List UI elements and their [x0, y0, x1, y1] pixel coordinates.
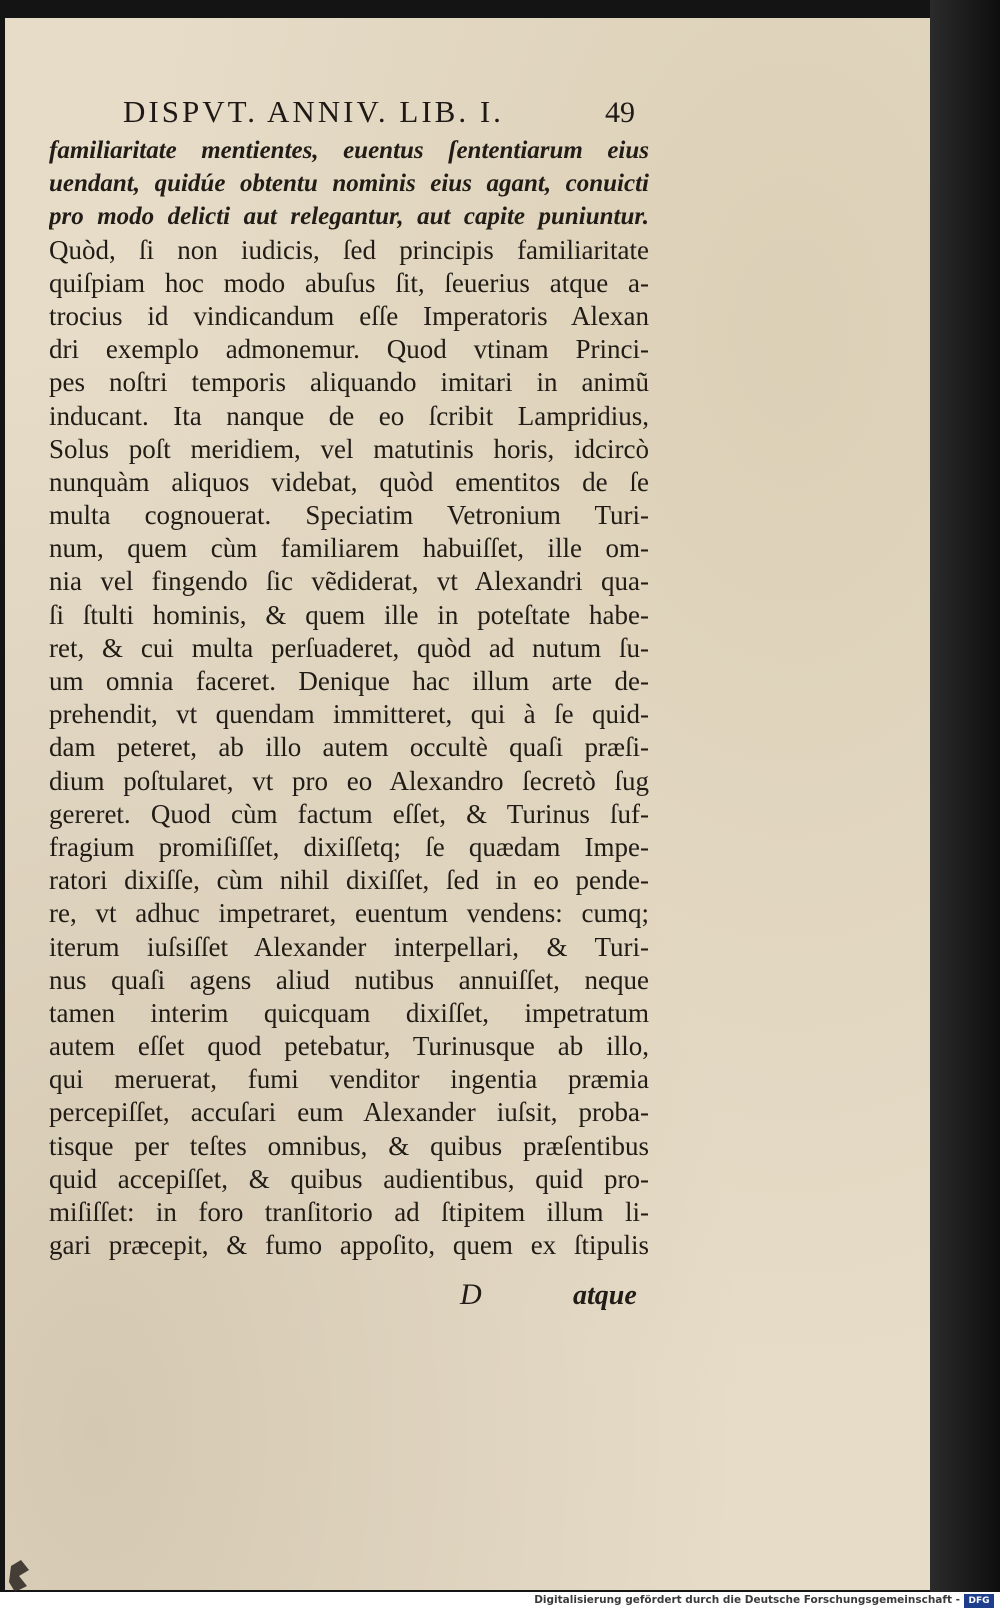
text-line: tamen interim quicquam dixiſſet, impetratum: [49, 997, 649, 1028]
text-line: gari præcepit, & fumo appoſito, quem ex ſtipulis: [49, 1230, 649, 1261]
text-line: dam peteret, ab illo autem occultè quaſi præſi-: [49, 732, 649, 763]
funding-credit: Digitalisierung gefördert durch die Deutsche Forschungsgemeinschaft -: [534, 1594, 960, 1606]
text-line: pro modo delicti aut relegantur, aut capite puniuntur.: [49, 203, 649, 231]
dfg-logo-icon: DFG: [964, 1594, 994, 1608]
text-line: nia vel fingendo ſic vẽdiderat, vt Alexandri qua-: [49, 566, 649, 597]
text-line: tisque per teſtes omnibus, & quibus præſentibus: [49, 1130, 649, 1161]
text-line: pes noſtri temporis aliquando imitari in animũ: [49, 367, 649, 398]
text-line: miſiſſet: in foro tranſitorio ad ſtipitem illum li-: [49, 1197, 649, 1227]
running-title: DISPVT. ANNIV. LIB. I.: [123, 94, 504, 129]
book-spine: [930, 0, 1000, 1592]
text-block: [49, 134, 649, 1262]
text-line: autem eſſet quod petebatur, Turinusque ab illo,: [49, 1031, 649, 1062]
text-line: prehendit, vt quendam immitteret, qui à ſe quid-: [49, 699, 649, 730]
text-line: ret, & cui multa perſuaderet, quòd ad nutum ſu-: [49, 632, 649, 663]
text-line: trocius id vindicandum eſſe Imperatoris Alexan: [49, 300, 649, 331]
signature-mark: D: [460, 1278, 482, 1311]
text-line: uendant, quidúe obtentu nominis eius agant, conuicti: [49, 170, 649, 198]
text-line: dium poſtularet, vt pro eo Alexandro ſecretò ſug: [49, 765, 649, 796]
page-number: 49: [605, 96, 635, 129]
catchword: atque: [573, 1280, 637, 1311]
footer-bar: [0, 1592, 1000, 1611]
text-line: quiſpiam hoc modo abuſus ſit, ſeuerius atque a-: [49, 267, 649, 298]
text-line: nunquàm aliquos videbat, quòd ementitos de ſe: [49, 466, 649, 497]
text-line: fragium promiſiſſet, dixiſſetq; ſe quædam Impe-: [49, 831, 649, 862]
text-line: Quòd, ſi non iudicis, ſed principis familiaritate: [49, 234, 649, 265]
text-line: ratori dixiſſe, cùm nihil dixiſſet, ſed in eo pende-: [49, 865, 649, 896]
book-page: [5, 18, 933, 1590]
text-line: familiaritate mentientes, euentus ſententiarum eius: [49, 137, 649, 164]
text-line: re, vt adhuc impetraret, euentum vendens: cumq;: [49, 898, 649, 929]
text-line: nus quaſi agens aliud nutibus annuiſſet, neque: [49, 964, 649, 995]
text-line: qui meruerat, fumi venditor ingentia præmia: [49, 1064, 649, 1095]
text-line: dri exemplo admonemur. Quod vtinam Princi-: [49, 334, 649, 365]
text-line: num, quem cùm familiarem habuiſſet, ille om-: [49, 533, 649, 564]
text-line: multa cognouerat. Speciatim Vetronium Turi-: [49, 500, 649, 531]
text-line: inducant. Ita nanque de eo ſcribit Lampridius,: [49, 400, 649, 431]
text-line: Solus poſt meridiem, vel matutinis horis, idcircò: [49, 433, 649, 464]
text-line: quid accepiſſet, & quibus audientibus, quid pro-: [49, 1163, 649, 1194]
text-line: iterum iuſsiſſet Alexander interpellari, & Turi-: [49, 931, 649, 962]
ink-smudge-icon: [7, 1556, 37, 1596]
text-line: um omnia faceret. Denique hac illum arte de-: [49, 666, 649, 696]
text-line: percepiſſet, accuſari eum Alexander iuſsit, proba-: [49, 1097, 649, 1128]
text-line: gereret. Quod cùm factum eſſet, & Turinus ſuf-: [49, 798, 649, 829]
text-line: ſi ſtulti hominis, & quem ille in poteſtate habe-: [49, 599, 649, 630]
